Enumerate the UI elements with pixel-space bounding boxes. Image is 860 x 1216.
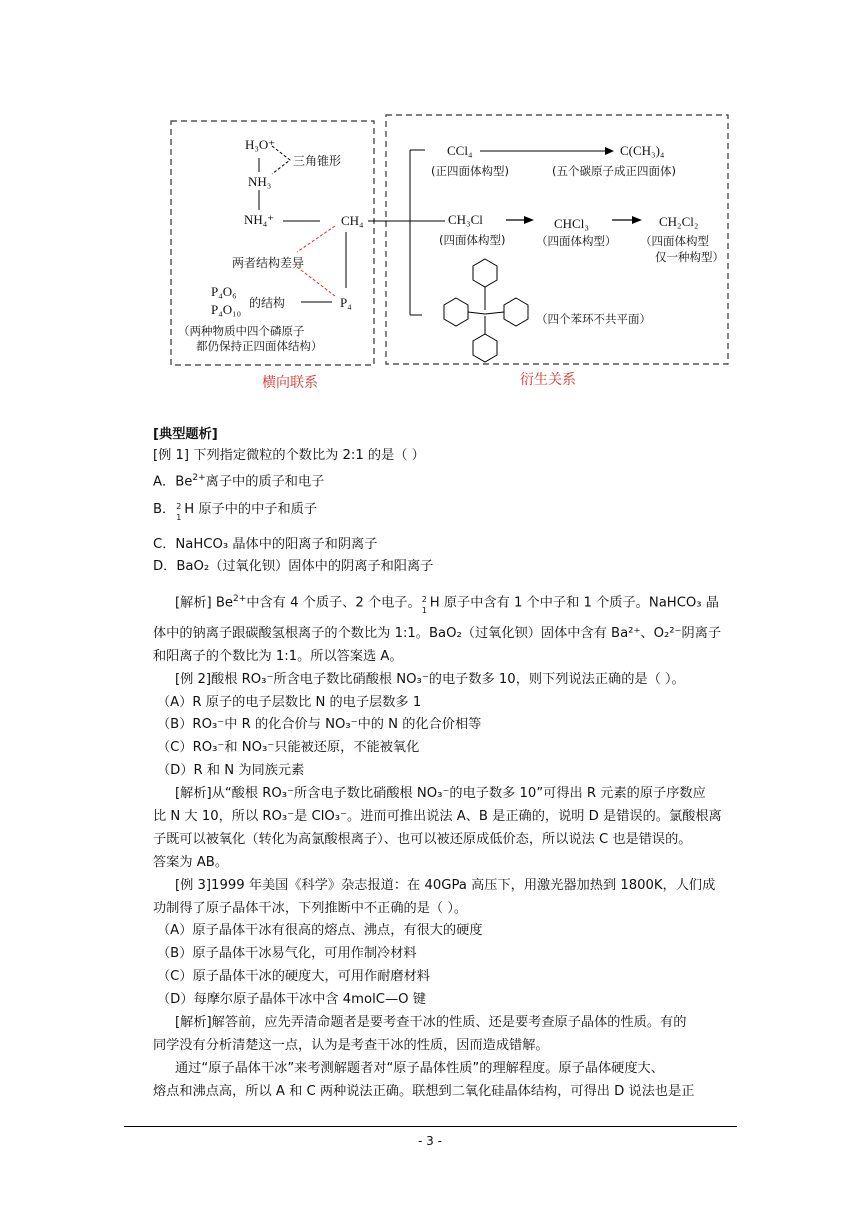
- ccl4-note: (正四面体构型): [431, 164, 509, 178]
- cch3-note: (五个碳原子成正四面体): [552, 164, 676, 178]
- example2-analysis-line3: 子既可以被氧化（转化为高氯酸根离子）、也可以被还原成低价态，所以说法 C 也是错误的。: [153, 832, 692, 847]
- structural-difference-label: 两者结构差异: [232, 256, 305, 270]
- ch4-label: CH₄: [341, 213, 364, 228]
- example2-option-d: （D）R 和 N 为同族元素: [157, 763, 305, 778]
- pyramid-label: 三角锥形: [293, 154, 342, 168]
- p4-label: P₄: [340, 295, 352, 310]
- example3-analysis-line1: [解析]解答前，应先弄清命题者是要考查干冰的性质、还是要考查原子晶体的性质。有的: [175, 1015, 687, 1030]
- nh4-label: NH₄⁺: [244, 212, 275, 227]
- ch2cl2-label: CH₂Cl₂: [659, 214, 699, 229]
- example1-analysis-line3: 和阳离子的个数比为 1:1。所以答案选 A。: [153, 649, 403, 664]
- ch3cl-note: (四面体构型): [439, 233, 506, 247]
- cch3-label: C(CH₃)₄: [620, 143, 665, 158]
- section-heading: [典型题析]: [153, 427, 218, 442]
- benzene-note: （四个苯环不共平面）: [536, 312, 651, 326]
- structure-of-label: 的结构: [249, 296, 286, 310]
- example1-question: [例 1] 下列指定微粒的个数比为 2:1 的是（ ）: [153, 448, 425, 463]
- example2-analysis-line1: [解析]从“酸根 RO₃⁻所含电子数比硝酸根 NO₃⁻的电子数多 10”可得出 R 元素的原子序数应: [175, 786, 706, 801]
- page-number: - 3 -: [418, 1134, 442, 1148]
- horizontal-relation-caption: 横向联系: [262, 375, 318, 391]
- example2-analysis-line2: 比 N 大 10，所以 RO₃⁻是 ClO₃⁻。进而可推出说法 A、B 是正确的，说明 D 是错误的。氯酸根离: [153, 809, 722, 824]
- example2-analysis-line4: 答案为 AB。: [153, 855, 229, 870]
- example2-option-c: （C）RO₃⁻和 NO₃⁻只能被还原，不能被氧化: [157, 740, 420, 755]
- nh3-label: NH₃: [248, 174, 272, 189]
- example3-analysis-line3: 通过“原子晶体干冰”来考测解题者对“原子晶体性质”的理解程度。原子晶体硬度大、: [175, 1061, 664, 1076]
- phosphorus-note-line1: （两种物质中四个磷原子: [178, 324, 305, 338]
- example3-analysis-line4: 熔点和沸点高，所以 A 和 C 两种说法正确。联想到二氧化硅晶体结构，可得出 D 说法也是正: [153, 1084, 695, 1099]
- example3-option-b: （B）原子晶体干冰易气化，可用作制冷材料: [157, 946, 417, 961]
- example3-option-a: （A）原子晶体干冰有很高的熔点、沸点，有很大的硬度: [157, 923, 483, 938]
- example3-option-d: （D）每摩尔原子晶体干冰中含 4molC—O 键: [157, 992, 426, 1007]
- h3o-label: H₃O⁺: [245, 137, 276, 152]
- example3-option-c: （C）原子晶体干冰的硬度大，可用作耐磨材料: [157, 969, 430, 984]
- example1-option-d: D．BaO₂（过氧化钡）固体中的阴离子和阳离子: [153, 559, 434, 574]
- example2-question: [例 2]酸根 RO₃⁻所含电子数比硝酸根 NO₃⁻的电子数多 10，则下列说法正确的是（ ）。: [175, 672, 685, 687]
- p4o6-label: P₄O₆: [211, 284, 237, 299]
- footer-rule: [124, 1126, 737, 1127]
- red-dashed-line: [297, 226, 335, 252]
- ch3cl-label: CH₃Cl: [448, 212, 483, 227]
- example3-question-line2: 功制得了原子晶体干冰，下列推断中不正确的是（ ）。: [153, 901, 468, 916]
- example1-option-b: B． 2 1 H 原子中的中子和质子: [153, 502, 318, 522]
- ch2cl2-note-line1: （四面体构型: [640, 234, 709, 248]
- ccl4-label: CCl₄: [447, 143, 473, 158]
- example2-option-a: （A）R 原子的电子层数比 N 的电子层数多 1: [157, 695, 422, 710]
- derivation-relation-caption: 衍生关系: [520, 372, 576, 388]
- example3-question-line1: [例 3]1999 年美国《科学》杂志报道：在 40GPa 高压下，用激光器加热到 1800K，人们成: [175, 878, 716, 893]
- red-dashed-line: [297, 267, 335, 296]
- relationship-diagram: [0, 0, 860, 400]
- phosphorus-note-line2: 都仍保持正四面体结构）: [196, 339, 323, 353]
- tetraphenylmethane-structure: [444, 259, 528, 362]
- chcl3-label: CHCl₃: [554, 216, 589, 231]
- p4o10-label: P₄O₁₀: [211, 302, 242, 317]
- example1-analysis-line2: 体中的钠离子跟碳酸氢根离子的个数比为 1:1。BaO₂（过氧化钡）固体中含有 Ba²⁺、O₂²⁻阴离子: [153, 626, 722, 641]
- example3-analysis-line2: 同学没有分析清楚这一点，认为是考查干冰的性质，因而造成错解。: [153, 1038, 549, 1053]
- chcl3-note: （四面体构型）: [536, 234, 617, 248]
- ch2cl2-note-line2: 仅一种构型）: [655, 250, 724, 264]
- example1-analysis-line1: [解析] $Be^{2+}$中含有 4 个质子、2 个电子。 2 1 H 原子中含有 1 个中子和 1 个质子。NaHCO₃ 晶: [175, 594, 719, 616]
- example1-option-c: C．NaHCO₃ 晶体中的阳离子和阴离子: [153, 537, 378, 552]
- example2-option-b: （B）RO₃⁻中 R 的化合价与 NO₃⁻中的 N 的化合价相等: [157, 717, 482, 732]
- example1-option-a: A．$Be^{2+}$离子中的质子和电子: [153, 473, 325, 490]
